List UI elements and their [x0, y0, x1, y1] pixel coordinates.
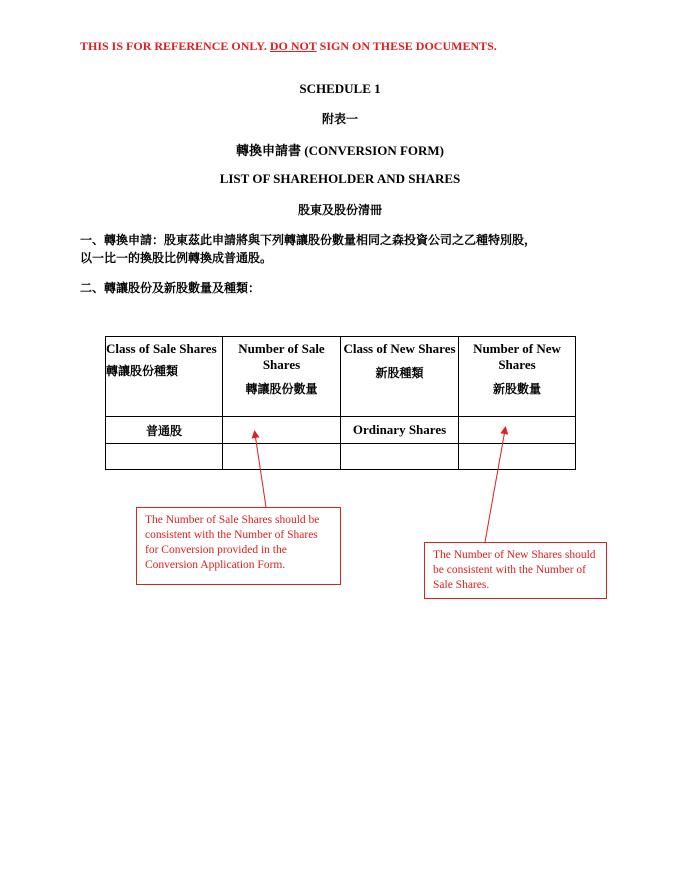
header-zh: 新股種類 — [375, 366, 424, 380]
header-en: Number of Sale Shares — [238, 341, 325, 372]
header-en: Class of New Shares — [343, 341, 456, 356]
section-2-title: 二、轉讓股份及新股數量及種類： — [80, 281, 261, 295]
warning-text-end: SIGN ON THESE DOCUMENTS. — [316, 39, 497, 53]
paragraph-line-1: 一、轉換申請：股東茲此申請將與下列轉讓股份數量相同之森投資公司之乙種特別股， — [80, 233, 537, 247]
new-shares-annotation: The Number of New Shares should be consistent with the Number of Sale Shares. — [424, 542, 607, 599]
header-zh: 新股數量 — [492, 382, 541, 396]
warning-do-not: DO NOT — [269, 39, 317, 53]
header-en: Class of Sale Shares — [106, 341, 217, 356]
list-title-zh: 股東及股份清冊 — [297, 203, 382, 217]
sale-shares-arrow — [255, 434, 266, 507]
cell-class-of-new-shares[interactable]: Ordinary Shares — [341, 417, 459, 444]
form-title: 轉換申請書 (CONVERSION FORM) — [236, 143, 444, 158]
header-zh: 轉讓股份種類 — [106, 364, 179, 378]
warning-text: THIS IS FOR REFERENCE ONLY. — [80, 39, 270, 53]
header-en: Number of New Shares — [473, 341, 561, 372]
schedule-heading: SCHEDULE 1 — [299, 81, 381, 96]
paragraph-line-2: 以一比一的換股比例轉換成普通股。 — [80, 251, 273, 265]
header-zh: 轉讓股份數量 — [245, 382, 318, 396]
cell-class-of-sale-shares[interactable]: 普通股 — [106, 417, 223, 444]
schedule-heading-zh: 附表一 — [321, 112, 358, 126]
sale-shares-annotation: The Number of Sale Shares should be consistent with the Number of Shares for Conversion provided in the Conversion Application Form. — [136, 507, 341, 585]
new-shares-arrow — [485, 430, 505, 542]
list-title: LIST OF SHAREHOLDER AND SHARES — [219, 171, 461, 186]
